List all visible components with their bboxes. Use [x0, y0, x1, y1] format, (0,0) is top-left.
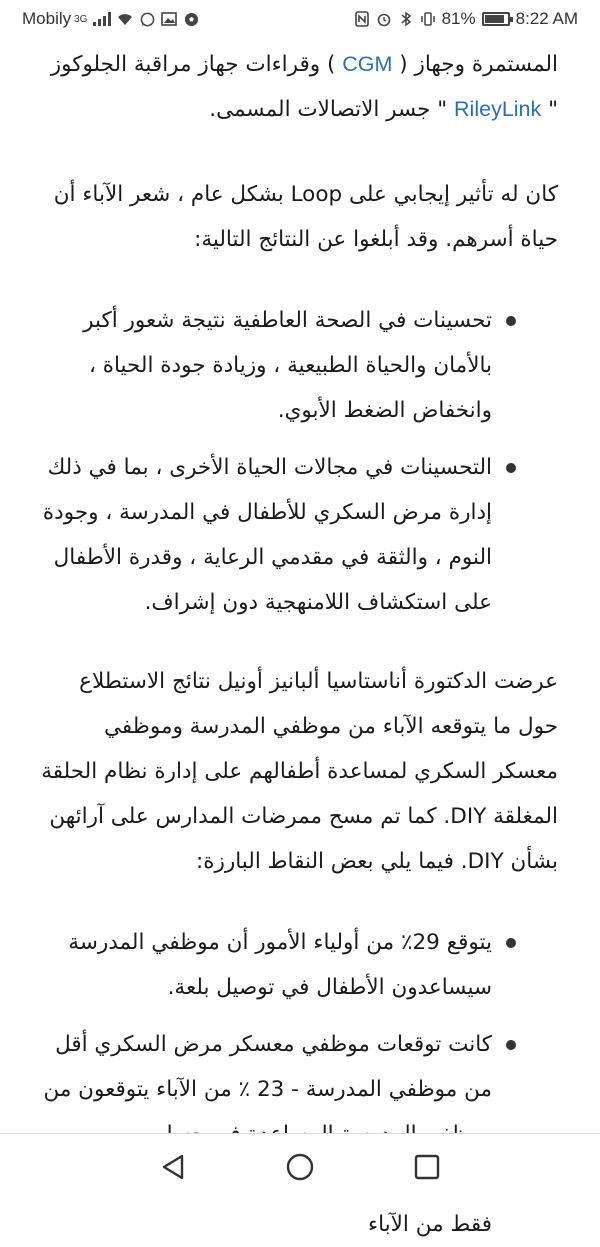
home-icon	[285, 1152, 315, 1182]
results-list	[40, 298, 558, 625]
paragraph-survey: عرضت الدكتورة أناستاسيا ألبانيز أونيل نتائج الاستطلاع حول ما يتوقعه الآباء من موظفي المدرسة وموظفي معسكر السكري لمساعدة أطفالهم على إدارة نظام الحلقة المغلقة DIY. كما تم مسح ممرضات المدارس على آرائهن بشأن DIY. فيما يلي بعض النقاط البارزة:	[41, 669, 558, 874]
article-content[interactable]	[0, 38, 600, 1237]
paragraph-cgm-text-a: المستمرة وجهاز (	[392, 52, 558, 77]
status-right	[354, 9, 578, 29]
list-item: تحسينات في الصحة العاطفية نتيجة شعور أكبر بالأمان والحياة الطبيعية ، وزيادة جودة الحياة ، وانخفاض الضغط الأبوي.	[40, 298, 492, 433]
home-button[interactable]	[280, 1147, 320, 1187]
recents-button[interactable]	[407, 1147, 447, 1187]
paragraph-cgm-text-b: ) وقراءات جهاز مراقبة الجلوكوز "	[50, 52, 558, 122]
bluetooth-icon	[398, 11, 414, 27]
status-bar	[0, 0, 600, 38]
status-left	[22, 9, 199, 29]
image-icon	[161, 11, 177, 27]
paragraph-cgm-text-c: " جسر الاتصالات المسمى.	[209, 97, 455, 122]
navigation-bar	[0, 1133, 600, 1200]
cgm-link[interactable]: CGM	[342, 52, 393, 76]
alarm-icon	[376, 11, 392, 27]
list-item: كانت توقعات موظفي معسكر مرض السكري أقل من موظفي المدرسة - 23 ٪ من الآباء يتوقعون من فقط من الآباء	[40, 1022, 492, 1247]
paragraph-cgm	[40, 42, 558, 132]
rileylink-link[interactable]: RileyLink	[454, 97, 542, 121]
recents-icon	[414, 1154, 440, 1180]
back-button[interactable]	[153, 1147, 193, 1187]
soccer-icon	[183, 11, 199, 27]
signal-icon	[93, 12, 111, 26]
list-item: يتوقع 29٪ من أولياء الأمور أن موظفي المدرسة سيساعدون الأطفال في توصيل بلعة.	[40, 920, 492, 1010]
list-item: التحسينات في مجالات الحياة الأخرى ، بما في ذلك إدارة مرض السكري للأطفال في المدرسة ، وجودة النوم ، والثقة في مقدمي الرعاية ، وقدرة الأطفال على استكشاف اللامنهجية دون إشراف.	[40, 445, 492, 625]
whatsapp-icon	[139, 11, 155, 27]
battery-percent: 81%	[441, 9, 476, 28]
nfc-icon	[354, 11, 370, 27]
battery-level	[485, 15, 504, 23]
vibrate-icon	[420, 11, 436, 27]
clock: 8:22 AM	[515, 9, 578, 28]
carrier-name: Mobily	[22, 9, 72, 28]
network-type: 3G	[74, 13, 88, 25]
paragraph-loop-impact: كان له تأثير إيجابي على Loop بشكل عام ، شعر الآباء أن حياة أسرهم. وقد أبلغوا عن النتائج التالية:	[53, 182, 558, 252]
wifi-icon	[117, 11, 133, 27]
back-icon	[160, 1153, 186, 1181]
battery-icon	[482, 12, 510, 26]
